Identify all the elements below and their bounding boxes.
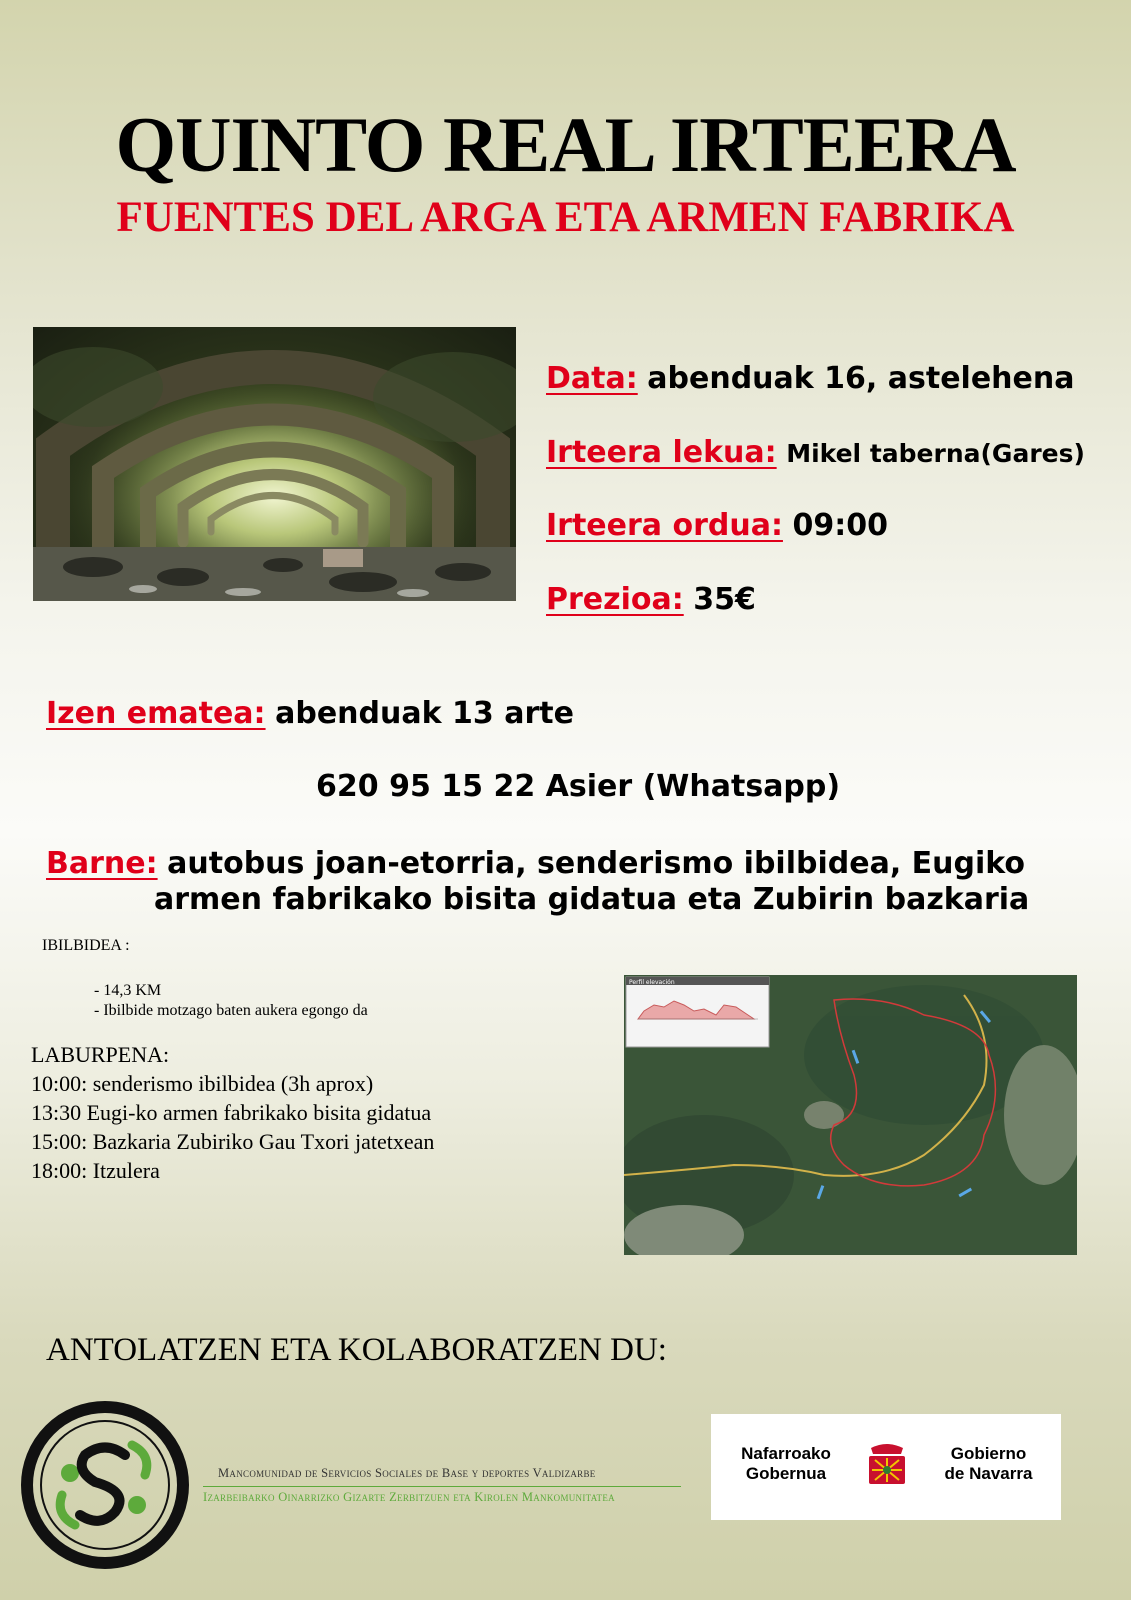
departure-place-value: Mikel taberna(Gares) — [786, 439, 1085, 468]
summary-item: 13:30 Eugi-ko armen fabrikako bisita gidatua — [31, 1100, 432, 1125]
arches-photo — [33, 327, 516, 601]
date-row — [546, 359, 1075, 399]
departure-time-row — [546, 506, 888, 546]
price-label: Prezioa: — [546, 582, 684, 617]
navarra-shield-icon — [865, 1442, 909, 1498]
route-item: - Ibilbide motzago baten aukera egongo da — [94, 1002, 368, 1019]
departure-time-label: Irteera ordua: — [546, 508, 783, 543]
summary-item: 15:00: Bazkaria Zubiriko Gau Txori jatetxean — [31, 1129, 435, 1154]
price-row — [546, 580, 756, 620]
map-panel-title: Perfil elevación — [629, 979, 675, 986]
route-item: - 14,3 KM — [94, 982, 162, 999]
date-label: Data: — [546, 361, 638, 396]
date-value: abenduak 16, astelehena — [647, 361, 1075, 396]
registration-row — [46, 694, 574, 734]
includes-line-2: armen fabrikako bisita gidatua eta Zubirin bazkaria — [154, 882, 1030, 917]
gov-eu-line-2: Gobernua — [745, 1464, 827, 1483]
route-map — [624, 975, 1077, 1255]
includes-label: Barne: — [46, 846, 158, 881]
departure-place-row — [546, 433, 1085, 474]
route-list — [94, 981, 368, 1021]
price-value: 35€ — [693, 582, 756, 617]
mancomunidad-name-eu: Izarbeibarko Oinarrizko Gizarte Zerbitzuen eta Kirolen Mankomunitatea — [203, 1490, 615, 1504]
gov-es-line-1: Gobierno — [950, 1444, 1027, 1463]
mancomunidad-logo — [20, 1400, 190, 1570]
mancomunidad-name-es: Mancomunidad de Servicios Sociales de Base y deportes Valdizarbe — [218, 1466, 596, 1480]
poster-title: QUINTO REAL IRTEERA — [115, 101, 1016, 188]
contact-line: 620 95 15 22 Asier (Whatsapp) — [316, 769, 841, 804]
gov-es-line-2: de Navarra — [944, 1464, 1033, 1483]
organizers-heading: ANTOLATZEN ETA KOLABORATZEN DU: — [46, 1332, 667, 1368]
summary-item: 18:00: Itzulera — [31, 1158, 160, 1183]
gov-eu-line-1: Nafarroako — [741, 1444, 831, 1463]
registration-value: abenduak 13 arte — [275, 696, 574, 731]
summary-item: 10:00: senderismo ibilbidea (3h aprox) — [31, 1071, 374, 1096]
includes-row — [46, 844, 1025, 884]
departure-time-value: 09:00 — [792, 508, 888, 543]
includes-line-1: autobus joan-etorria, senderismo ibilbidea, Eugiko — [167, 846, 1026, 881]
registration-label: Izen ematea: — [46, 696, 266, 731]
gobierno-navarra-logo — [711, 1414, 1061, 1520]
summary-block — [31, 1040, 434, 1185]
departure-place-label: Irteera lekua: — [546, 435, 777, 470]
summary-heading: LABURPENA: — [31, 1042, 170, 1067]
route-heading: IBILBIDEA : — [42, 937, 130, 954]
mancomunidad-divider — [203, 1486, 681, 1487]
poster-subtitle: FUENTES DEL ARGA ETA ARMEN FABRIKA — [116, 194, 1015, 241]
